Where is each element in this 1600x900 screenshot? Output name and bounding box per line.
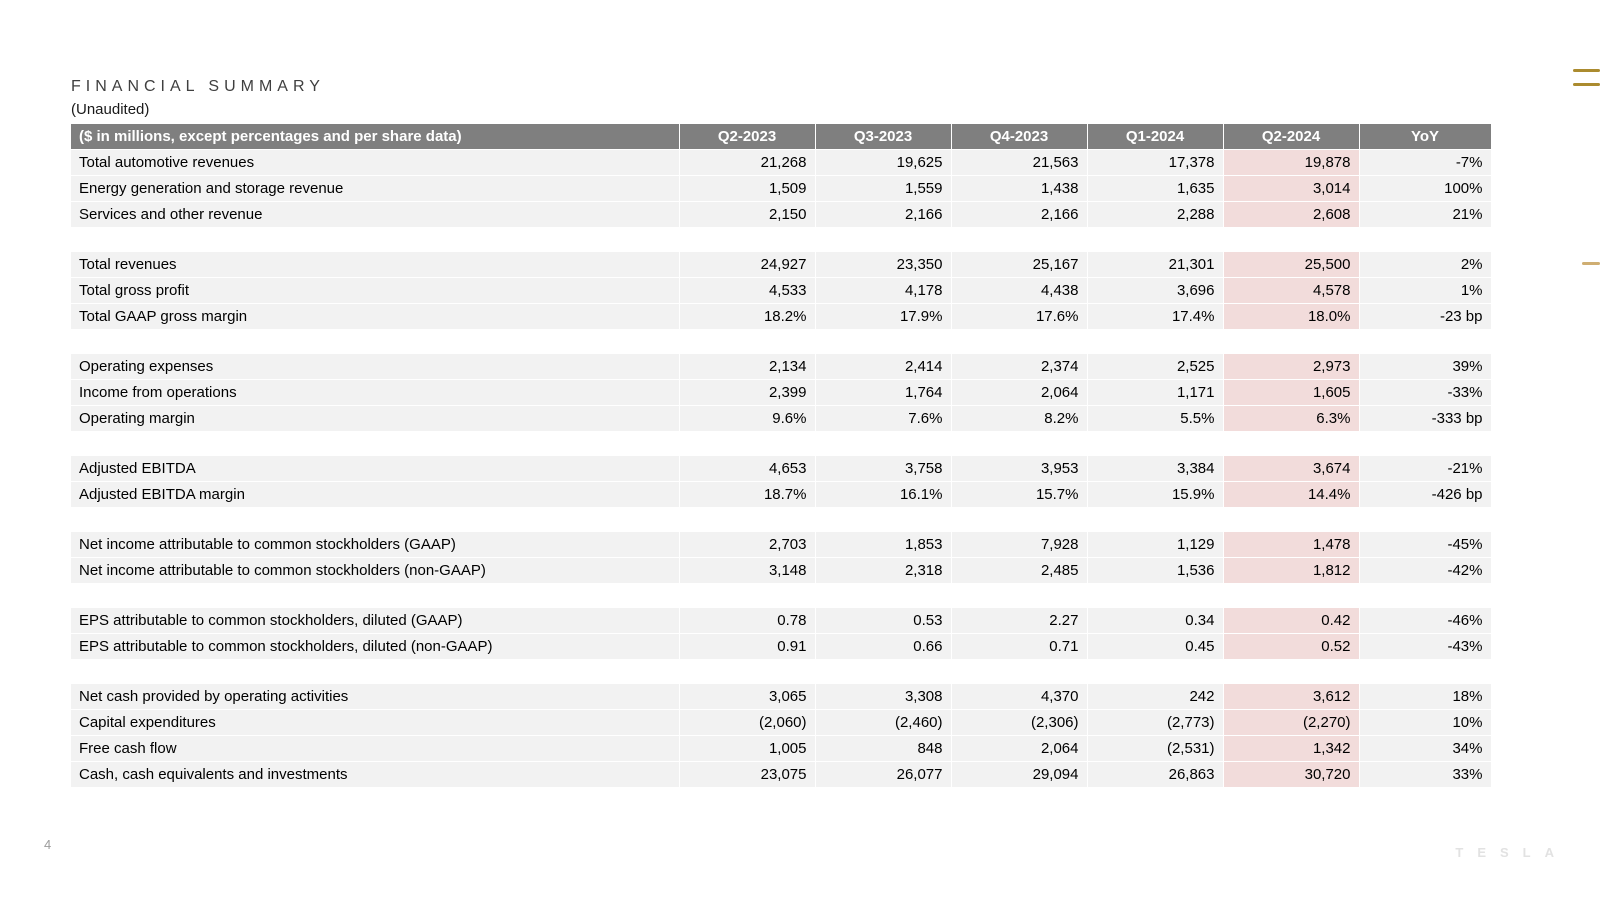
table-cell: (2,773) [1087,710,1223,736]
table-cell: 2,485 [951,558,1087,584]
table-cell: 21% [1359,202,1491,228]
table-cell: 2,288 [1087,202,1223,228]
row-label: EPS attributable to common stockholders, diluted (GAAP) [71,608,679,634]
table-cell: 0.42 [1223,608,1359,634]
table-cell: 1% [1359,278,1491,304]
table-cell: -7% [1359,150,1491,176]
table-cell: 2,166 [815,202,951,228]
table-cell: 1,129 [1087,532,1223,558]
table-cell: 17.4% [1087,304,1223,330]
decor-gold-line-top-2 [1573,83,1600,86]
spacer-cell [71,228,1491,253]
table-row [71,380,1491,406]
table-header-row [71,124,1491,150]
table-cell: 21,268 [679,150,815,176]
spacer-row [71,584,1491,609]
table-cell: 3,758 [815,456,951,482]
table-cell: 2,374 [951,354,1087,380]
table-cell: (2,270) [1223,710,1359,736]
table-cell: 1,005 [679,736,815,762]
table-row [71,762,1491,788]
table-cell: 4,438 [951,278,1087,304]
table-cell: 0.78 [679,608,815,634]
table-cell: 2,703 [679,532,815,558]
table-row [71,608,1491,634]
table-cell: (2,460) [815,710,951,736]
table-cell: (2,306) [951,710,1087,736]
table-row [71,176,1491,202]
table-cell: 4,178 [815,278,951,304]
table-header-q4-2023: Q4-2023 [951,124,1087,150]
table-cell: 10% [1359,710,1491,736]
table-row [71,304,1491,330]
table-cell: -23 bp [1359,304,1491,330]
table-cell: -43% [1359,634,1491,660]
table-cell: 3,674 [1223,456,1359,482]
table-cell: 21,301 [1087,252,1223,278]
table-cell: (2,531) [1087,736,1223,762]
table-cell: 0.45 [1087,634,1223,660]
table-cell: 26,077 [815,762,951,788]
table-cell: -21% [1359,456,1491,482]
table-cell: 2,166 [951,202,1087,228]
table-header-q1-2024: Q1-2024 [1087,124,1223,150]
table-cell: 3,308 [815,684,951,710]
table-cell: 3,014 [1223,176,1359,202]
spacer-row [71,660,1491,685]
table-cell: 0.34 [1087,608,1223,634]
row-label: Net cash provided by operating activities [71,684,679,710]
table-cell: 2,973 [1223,354,1359,380]
table-cell: 2,150 [679,202,815,228]
table-cell: 16.1% [815,482,951,508]
table-cell: 29,094 [951,762,1087,788]
table-cell: 100% [1359,176,1491,202]
table-cell: 1,853 [815,532,951,558]
table-cell: 30,720 [1223,762,1359,788]
table-cell: 2,414 [815,354,951,380]
table-cell: 19,625 [815,150,951,176]
table-cell: 0.53 [815,608,951,634]
table-row [71,684,1491,710]
table-cell: 23,075 [679,762,815,788]
table-cell: 2,525 [1087,354,1223,380]
table-cell: 1,559 [815,176,951,202]
row-label: Total automotive revenues [71,150,679,176]
table-cell: 0.52 [1223,634,1359,660]
row-label: Operating expenses [71,354,679,380]
row-label: Net income attributable to common stockholders (non-GAAP) [71,558,679,584]
table-cell: 3,148 [679,558,815,584]
table-cell: 3,384 [1087,456,1223,482]
table-cell: 4,370 [951,684,1087,710]
table-row [71,456,1491,482]
table-cell: 1,171 [1087,380,1223,406]
row-label: EPS attributable to common stockholders, diluted (non-GAAP) [71,634,679,660]
table-cell: -426 bp [1359,482,1491,508]
table-cell: 2,318 [815,558,951,584]
table-cell: 33% [1359,762,1491,788]
table-cell: 242 [1087,684,1223,710]
spacer-row [71,228,1491,253]
table-cell: -46% [1359,608,1491,634]
table-cell: 4,533 [679,278,815,304]
table-cell: -333 bp [1359,406,1491,432]
table-cell: 5.5% [1087,406,1223,432]
table-row [71,710,1491,736]
table-cell: 0.71 [951,634,1087,660]
table-cell: 17,378 [1087,150,1223,176]
table-cell: 3,612 [1223,684,1359,710]
table-cell: 4,578 [1223,278,1359,304]
table-cell: 8.2% [951,406,1087,432]
row-label: Cash, cash equivalents and investments [71,762,679,788]
table-cell: (2,060) [679,710,815,736]
page-title: FINANCIAL SUMMARY [71,78,325,95]
table-header-q2-2023: Q2-2023 [679,124,815,150]
table-cell: 3,065 [679,684,815,710]
table-row [71,482,1491,508]
table-cell: 21,563 [951,150,1087,176]
table-cell: 0.66 [815,634,951,660]
financial-summary-table [71,124,1492,788]
table-row [71,202,1491,228]
table-header-units: ($ in millions, except percentages and per share data) [71,124,679,150]
spacer-cell [71,432,1491,457]
row-label: Adjusted EBITDA [71,456,679,482]
row-label: Free cash flow [71,736,679,762]
table-cell: 1,536 [1087,558,1223,584]
table-cell: 0.91 [679,634,815,660]
table-cell: 19,878 [1223,150,1359,176]
table-cell: 2,399 [679,380,815,406]
table-cell: 26,863 [1087,762,1223,788]
table-cell: 1,342 [1223,736,1359,762]
table-header-q2-2024: Q2-2024 [1223,124,1359,150]
spacer-row [71,330,1491,355]
table-cell: 25,167 [951,252,1087,278]
table-cell: -42% [1359,558,1491,584]
table-cell: 1,478 [1223,532,1359,558]
table-cell: 1,605 [1223,380,1359,406]
tesla-wordmark: TESLA [1455,845,1568,860]
row-label: Capital expenditures [71,710,679,736]
table-row [71,354,1491,380]
table-cell: 3,696 [1087,278,1223,304]
table-cell: 9.6% [679,406,815,432]
table-cell: 3,953 [951,456,1087,482]
table-cell: 17.6% [951,304,1087,330]
table-cell: 34% [1359,736,1491,762]
page-number: 4 [44,837,52,852]
row-label: Income from operations [71,380,679,406]
spacer-row [71,508,1491,533]
table-cell: 2% [1359,252,1491,278]
table-row [71,736,1491,762]
table-cell: 1,764 [815,380,951,406]
table-row [71,278,1491,304]
row-label: Total GAAP gross margin [71,304,679,330]
row-label: Operating margin [71,406,679,432]
table-cell: 4,653 [679,456,815,482]
decor-gold-line-top-1 [1573,69,1600,72]
table-cell: 2,064 [951,736,1087,762]
table-cell: 18% [1359,684,1491,710]
table-cell: 2,064 [951,380,1087,406]
table-cell: 25,500 [1223,252,1359,278]
table-row [71,532,1491,558]
spacer-cell [71,330,1491,355]
spacer-cell [71,508,1491,533]
table-cell: 2.27 [951,608,1087,634]
row-label: Energy generation and storage revenue [71,176,679,202]
table-cell: 17.9% [815,304,951,330]
spacer-cell [71,660,1491,685]
table-cell: 18.2% [679,304,815,330]
table-cell: 18.0% [1223,304,1359,330]
table-cell: 15.9% [1087,482,1223,508]
table-row [71,406,1491,432]
table-cell: 14.4% [1223,482,1359,508]
row-label: Services and other revenue [71,202,679,228]
table-cell: 18.7% [679,482,815,508]
table-cell: 6.3% [1223,406,1359,432]
table-cell: 1,438 [951,176,1087,202]
table-cell: 2,134 [679,354,815,380]
spacer-cell [71,584,1491,609]
row-label: Total gross profit [71,278,679,304]
table-cell: 1,635 [1087,176,1223,202]
table-header-yoy: YoY [1359,124,1491,150]
table-cell: 7.6% [815,406,951,432]
table-cell: 1,812 [1223,558,1359,584]
row-label: Adjusted EBITDA margin [71,482,679,508]
page-subtitle: (Unaudited) [71,101,150,118]
table-cell: -33% [1359,380,1491,406]
table-cell: 24,927 [679,252,815,278]
table-row [71,252,1491,278]
table-cell: 7,928 [951,532,1087,558]
table-cell: 15.7% [951,482,1087,508]
table-cell: 39% [1359,354,1491,380]
table-row [71,558,1491,584]
table-row [71,634,1491,660]
table-cell: 2,608 [1223,202,1359,228]
table-cell: 848 [815,736,951,762]
decor-gold-line-mid [1582,262,1600,265]
spacer-row [71,432,1491,457]
table-row [71,150,1491,176]
table-cell: 1,509 [679,176,815,202]
row-label: Total revenues [71,252,679,278]
table-cell: -45% [1359,532,1491,558]
table-header-q3-2023: Q3-2023 [815,124,951,150]
row-label: Net income attributable to common stockholders (GAAP) [71,532,679,558]
table-cell: 23,350 [815,252,951,278]
